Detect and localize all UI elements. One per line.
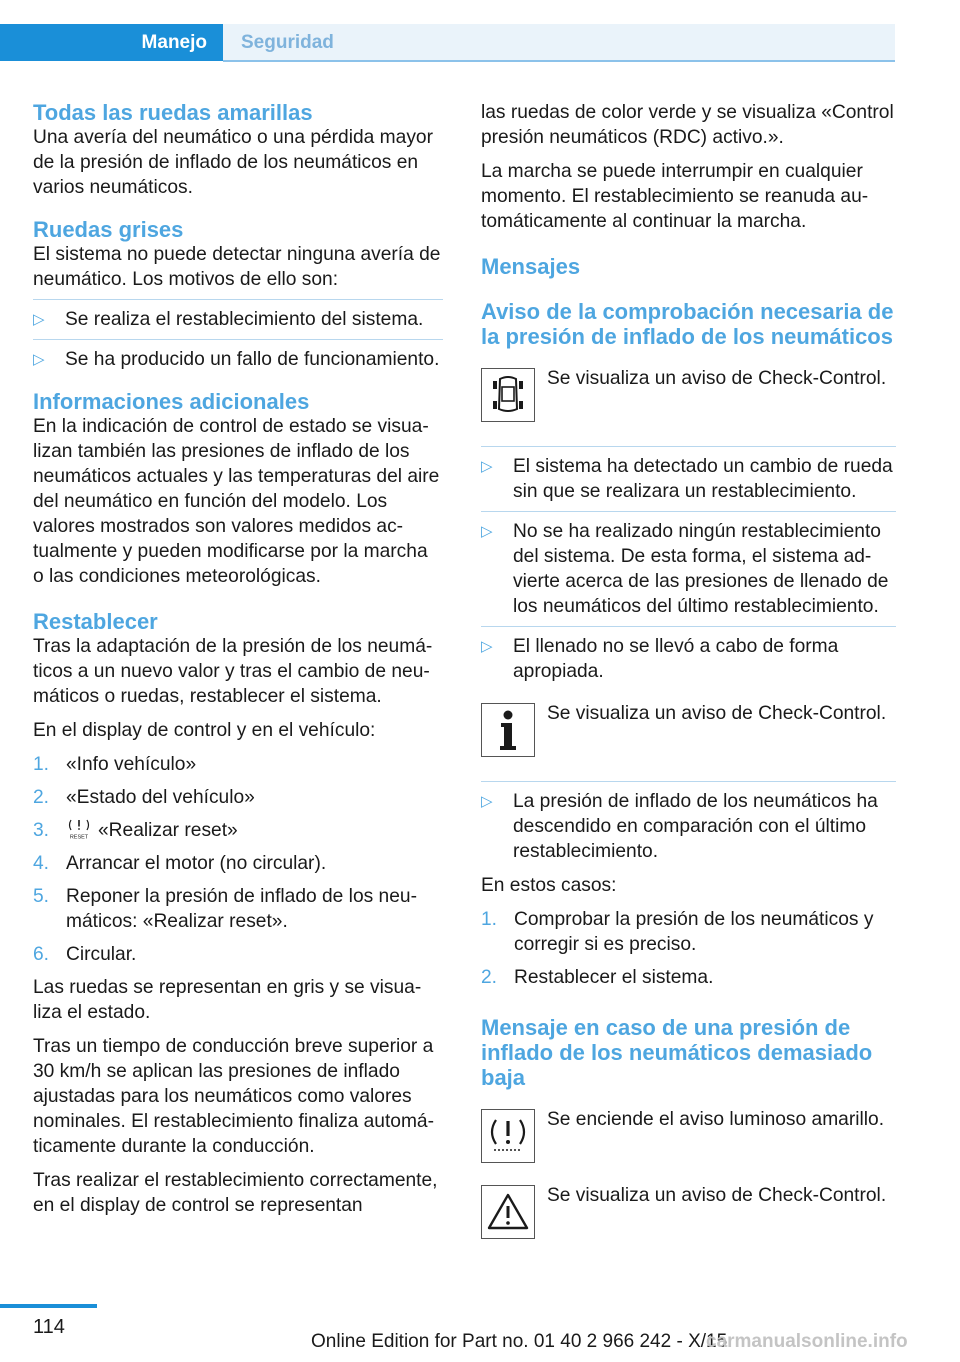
tire-pressure-warning-icon (481, 1109, 535, 1163)
body-tras-realizar: Tras realizar el restablecimiento correctamente, en el display de control se representan (33, 1170, 438, 1216)
intro-display: En el display de control y en el vehículo: (33, 720, 376, 741)
triangle-bullet-icon: ▷ (481, 638, 493, 655)
car-tire-icon (481, 368, 535, 422)
body-informaciones: En la indicación de control de estado se visualizan también las presiones de inflado de los neumáticos actuales y las temperaturas del aire del neumático en función del modelo. Los valores mostrados son valores medidos actualmente y pueden modificarse por la marcha o las condiciones meteorológicas. (33, 416, 440, 587)
heading-informaciones: Informaciones adicionales (33, 389, 310, 414)
list-item: ▷ No se ha realizado ningún restablecimiento del sistema. De esta forma, el sistema advierte acerca de las presiones de llenado de los neumáticos del último restablecimiento. (481, 521, 889, 617)
heading-restablecer: Restablecer (33, 609, 158, 634)
page-number: 114 (33, 1316, 65, 1338)
body-ruedas-verde: las ruedas de color verde y se visualiza «Control presión neumáticos (RDC) activo.». (481, 102, 894, 148)
list-item: ▷ La presión de inflado de los neumáticos ha descendido en comparación con el último restablecimiento. (481, 791, 878, 862)
triangle-bullet-icon: ▷ (33, 351, 45, 368)
aviso-row: Se visualiza un aviso de Check-Control. (481, 366, 896, 422)
info-icon (481, 703, 535, 757)
list-item: 2. «Estado del vehículo» (33, 787, 255, 808)
tab-manejo[interactable]: Manejo (0, 24, 223, 61)
divider (33, 339, 443, 340)
triangle-bullet-icon: ▷ (481, 523, 493, 540)
body-ruedas-grises: El sistema no puede detectar ninguna avería de neumático. Los motivos de ello son: (33, 244, 441, 290)
list-item: 6. Circular. (33, 944, 137, 965)
tab-seguridad[interactable]: Seguridad (223, 24, 895, 61)
divider (481, 781, 896, 782)
heading-aviso-comprobacion: Aviso de la comprobación necesaria de la presión de inflado de los neumáticos (481, 299, 894, 349)
divider (481, 626, 896, 627)
tire-reset-icon (66, 818, 92, 840)
svg-text:RESET: RESET (69, 834, 89, 840)
body-tiempo-conduccion: Tras un tiempo de conducción breve superior a 30 km/h se aplican las presiones de inflado ajustadas para los neumáticos como valores nominales. El restablecimiento finaliza automáticamente durante la conducción. (33, 1036, 434, 1157)
warning-triangle-icon (481, 1185, 535, 1239)
list-item: 2. Restablecer el sistema. (481, 967, 714, 988)
triangle-bullet-icon: ▷ (33, 311, 45, 328)
heading-todas-amarillas: Todas las ruedas amarillas (33, 100, 313, 125)
divider (33, 299, 443, 300)
intro-casos: En estos casos: (481, 875, 617, 896)
list-item: ▷ Se ha producido un fallo de funcionamiento. (33, 349, 440, 370)
body-ruedas-gris: Las ruedas se representan en gris y se visualiza el estado. (33, 977, 422, 1023)
body-marcha: La marcha se puede interrumpir en cualquier momento. El restablecimiento se reanuda automáticamente al continuar la marcha. (481, 161, 869, 232)
list-item: 1. Comprobar la presión de los neumáticos y corregir si es preciso. (481, 909, 874, 955)
list-item: 3. RESET «Realizar reset» (33, 820, 238, 841)
header-divider (223, 60, 895, 62)
info-row: Se visualiza un aviso de Check-Control. (481, 701, 896, 757)
list-item: 1. «Info vehículo» (33, 754, 197, 775)
triangle-bullet-icon: ▷ (481, 793, 493, 810)
list-item: ▷ El sistema ha detectado un cambio de rueda sin que se realizara un restablecimiento. (481, 456, 893, 502)
body-restablecer: Tras la adaptación de la presión de los neumáticos a un nuevo valor y tras el cambio de neumáticos o ruedas, restablecer el sistema. (33, 636, 433, 707)
cc-row: Se visualiza un aviso de Check-Control. (481, 1183, 896, 1239)
heading-mensaje-baja: Mensaje en caso de una presión de inflado de los neumáticos demasiado baja (481, 1015, 873, 1090)
footer-accent (0, 1304, 97, 1308)
body-todas-amarillas: Una avería del neumático o una pérdida mayor de la presión de inflado de los neumáticos en varios neumáticos. (33, 127, 433, 198)
divider (481, 446, 896, 447)
luz-row: Se enciende el aviso luminoso amarillo. (481, 1107, 896, 1163)
left-column (33, 100, 443, 1218)
right-column (481, 100, 896, 1239)
page-header (0, 0, 960, 64)
edition-text: Online Edition for Part no. 01 40 2 966 242 - X/15 (311, 1331, 728, 1352)
triangle-bullet-icon: ▷ (481, 458, 493, 475)
watermark: carmanualsonline.info (706, 1331, 908, 1352)
heading-ruedas-grises: Ruedas grises (33, 217, 184, 242)
list-item: ▷ El llenado no se llevó a cabo de forma apropiada. (481, 636, 839, 682)
list-item: ▷ Se realiza el restablecimiento del sistema. (33, 309, 424, 330)
list-item: 4. Arrancar el motor (no circular). (33, 853, 327, 874)
divider (481, 511, 896, 512)
list-item: 5. Reponer la presión de inflado de los neumáticos: «Realizar reset». (33, 886, 417, 932)
heading-mensajes: Mensajes (481, 254, 581, 279)
